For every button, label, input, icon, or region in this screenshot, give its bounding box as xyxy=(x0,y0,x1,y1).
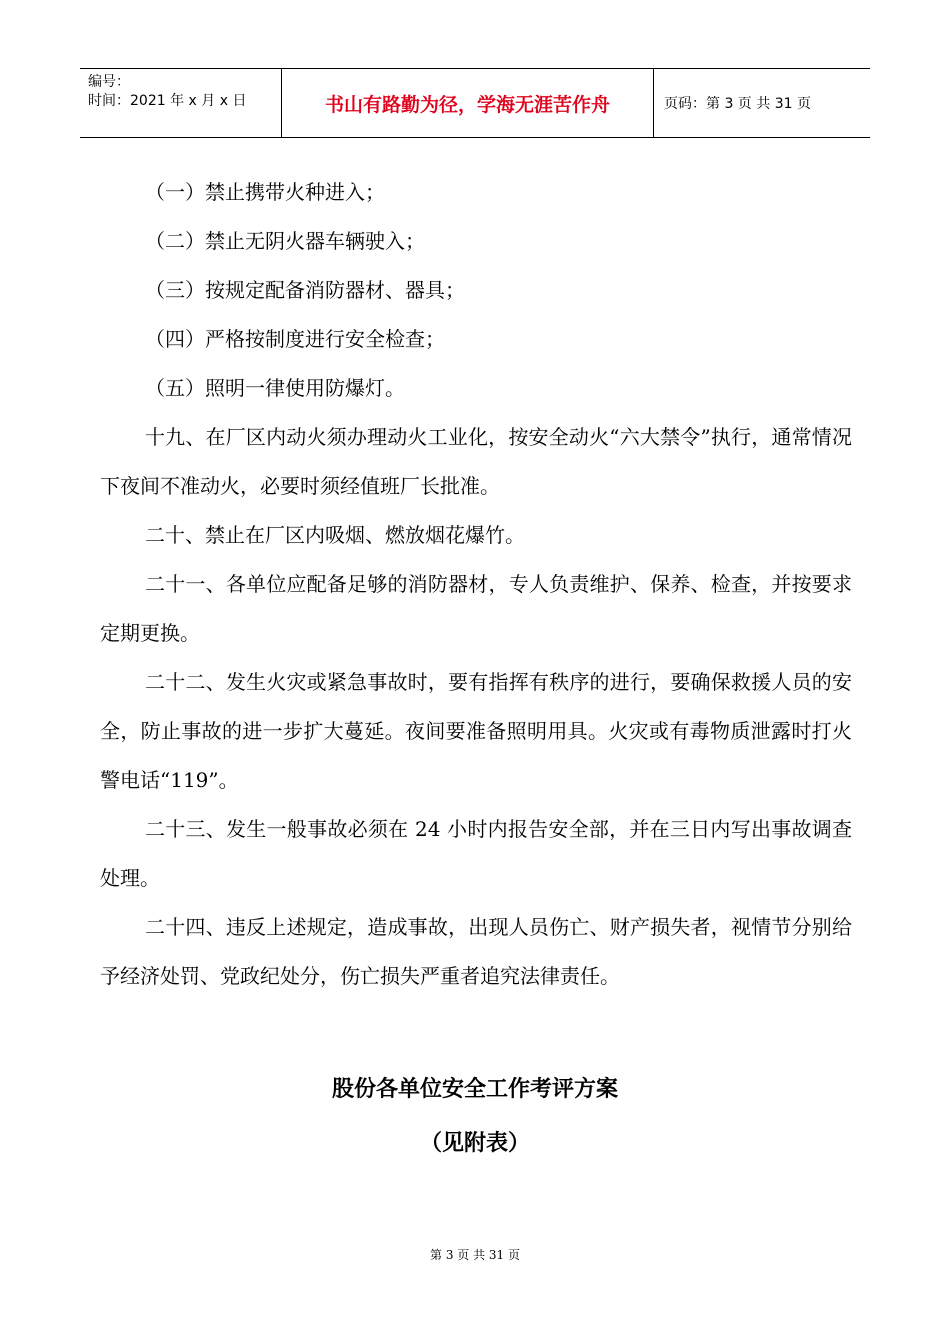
paragraph-item-3: （三）按规定配备消防器材、器具； xyxy=(145,278,465,302)
paragraph-item-1: （一）禁止携带火种进入； xyxy=(145,180,385,204)
header-motto: 书山有路勤为径，学海无涯苦作舟 xyxy=(282,69,654,137)
paragraph-article-20: 二十、禁止在厂区内吸烟、燃放烟花爆竹。 xyxy=(145,523,525,547)
header-meta xyxy=(80,69,282,137)
paragraph-article-22: 二十二、发生火灾或紧急事故时，要有指挥有秩序的进行，要确保救援人员的安全，防止事故的进一步扩大蔓延。夜间要准备照明用具。火灾或有毒物质泄露时打火警电话“119”。 xyxy=(100,670,852,792)
paragraph-item-5: （五）照明一律使用防爆灯。 xyxy=(145,376,405,400)
paragraph-article-19: 十九、在厂区内动火须办理动火工业化，按安全动火“六大禁令”执行，通常情况下夜间不准动火，必要时须经值班厂长批准。 xyxy=(100,425,852,498)
document-body xyxy=(100,168,852,1001)
page-footer: 第 3 页 共 31 页 xyxy=(430,1248,520,1262)
paragraph-item-2: （二）禁止无阴火器车辆驶入； xyxy=(145,229,425,253)
section-subtitle: （见附表） xyxy=(419,1131,530,1156)
paragraph-article-24: 二十四、违反上述规定，造成事故，出现人员伤亡、财产损失者，视情节分别给予经济处罚、党政纪处分，伤亡损失严重者追究法律责任。 xyxy=(100,915,852,988)
document-number-label: 编号： xyxy=(88,74,130,90)
document-date: 时间：2021 年 x 月 x 日 xyxy=(88,93,247,109)
section-title: 股份各单位安全工作考评方案 xyxy=(331,1077,618,1102)
paragraph-item-4: （四）严格按制度进行安全检查； xyxy=(145,327,445,351)
page-header xyxy=(80,68,870,138)
paragraph-article-21: 二十一、各单位应配备足够的消防器材，专人负责维护、保养、检查，并按要求定期更换。 xyxy=(100,572,852,645)
paragraph-article-23: 二十三、发生一般事故必须在 24 小时内报告安全部，并在三日内写出事故调查处理。 xyxy=(100,817,852,890)
header-page-number: 页码：第 3 页 共 31 页 xyxy=(664,96,811,112)
